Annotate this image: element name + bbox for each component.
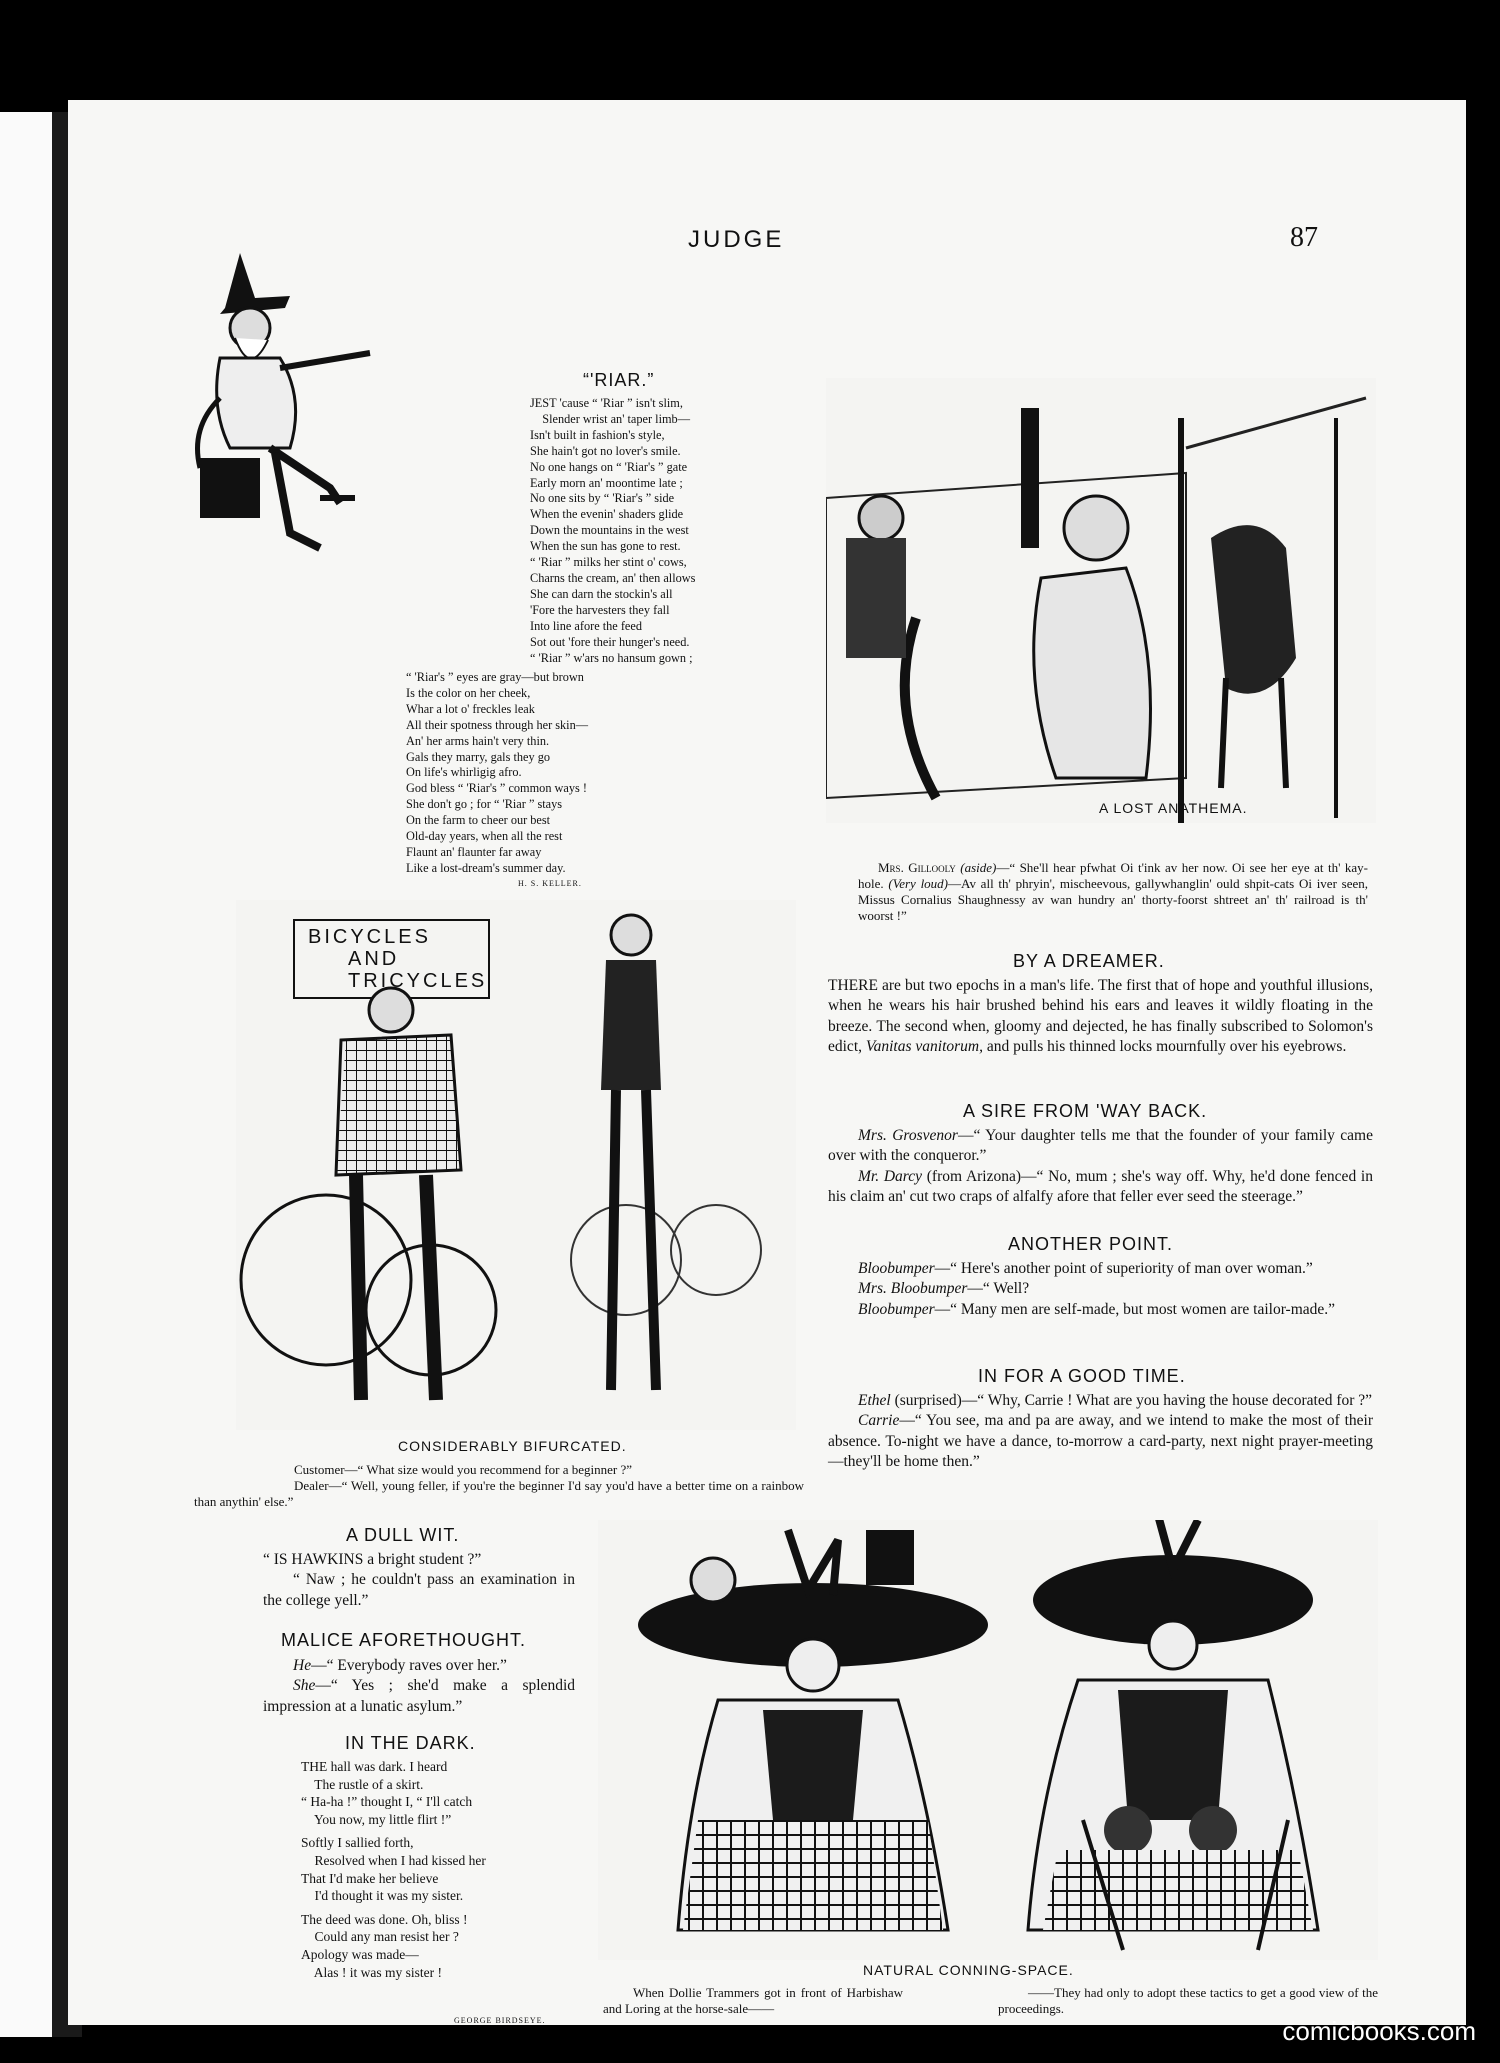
in-the-dark-line: The rustle of a skirt. [301, 1776, 424, 1792]
riar-verse-line: She can darn the stockin's all [530, 586, 673, 601]
riar-verse-line: Down the mountains in the west [530, 523, 689, 538]
speaker-bloobumper-2: Bloobumper [858, 1300, 935, 1318]
customer-line: Customer—“ What size would you recommend for a beginner ?” [294, 1462, 633, 1477]
conning-space-illustration [598, 1520, 1378, 1960]
sign-line-3: TRICYCLES [348, 970, 488, 992]
riar-verse-bottom [406, 670, 588, 877]
good-time-text [828, 1391, 1373, 1472]
riar-verse-line: God bless “ 'Riar's ” common ways ! [406, 781, 587, 796]
in-the-dark-line: Apology was made— [301, 1946, 419, 1962]
speaker-carrie: Carrie [858, 1412, 900, 1430]
another-point-text [828, 1259, 1373, 1320]
another-point-line-1: —“ Here's another point of superiority of man over woman.” [934, 1260, 1313, 1277]
riar-verse-line: On life's whirligig afro. [406, 765, 522, 780]
in-the-dark-line: Could any man resist her ? [301, 1929, 459, 1945]
lost-anathema-title: A LOST ANATHEMA. [1099, 800, 1248, 816]
dreamer-end: and pulls his thinned locks mournfully over his eyebrows. [986, 1037, 1347, 1055]
lost-anathema-caption [858, 860, 1368, 924]
riar-verse-line: Early morn an' moontime late ; [530, 475, 683, 490]
dull-wit-text [263, 1550, 575, 1611]
riar-verse-line: She don't go ; for “ 'Riar ” stays [406, 797, 563, 812]
another-point-title: ANOTHER POINT. [1008, 1234, 1174, 1254]
dreamer-title: BY A DREAMER. [1013, 951, 1165, 971]
riar-verse-line: Into line afore the feed [530, 618, 642, 633]
riar-verse-line: “ 'Riar ” milks her stint o' cows, [530, 555, 687, 570]
riar-verse-line: JEST 'cause “ 'Riar ” isn't slim, [530, 396, 683, 410]
dull-wit-line-2: “ Naw ; he couldn't pass an examination in the college yell.” [263, 1571, 575, 1609]
in-the-dark-author: GEORGE BIRDSEYE. [454, 2016, 546, 2025]
in-the-dark-line: Alas ! it was my sister ! [301, 1964, 442, 1980]
conning-space-title: NATURAL CONNING-SPACE. [863, 1962, 1074, 1978]
another-point-line-2: —“ Well? [967, 1280, 1030, 1298]
in-the-dark-line: Softly I sallied forth, [301, 1835, 414, 1851]
riar-verse-line: All their spotness through her skin— [406, 717, 589, 732]
loud-note: (Very loud) [888, 876, 949, 891]
malice-title: MALICE AFORETHOUGHT. [281, 1630, 527, 1650]
riar-verse-line: Whar a lot o' freckles leak [406, 701, 535, 716]
conning-left-caption: When Dollie Trammers got in front of Harbishaw and Loring at the horse-sale—— [603, 1985, 903, 2016]
riar-verse-line: “ 'Riar ” w'ars no hansum gown ; [530, 650, 693, 665]
dull-wit-line-1: “ IS HAWKINS a bright student ?” [263, 1551, 482, 1568]
riar-author: H. S. KELLER. [518, 879, 582, 888]
riar-verse-line: When the evenin' shaders glide [530, 507, 684, 522]
sire-title: A SIRE FROM 'WAY BACK. [963, 1101, 1208, 1121]
riar-verse-line: No one hangs on “ 'Riar's ” gate [530, 459, 688, 474]
speaker-ethel: Ethel [858, 1392, 891, 1409]
riar-verse-line: 'Fore the harvesters they fall [530, 602, 670, 617]
riar-verse-top [530, 396, 695, 666]
lost-anathema-text-1: —“ She'll hear pfwhat Oi t'ink av her now. Oi see her eye at th' kay-hole. [858, 860, 1368, 891]
riar-verse-line: On the farm to cheer our best [406, 813, 551, 828]
riar-verse-line: Is the color on her cheek, [406, 685, 531, 700]
in-the-dark-line: The deed was done. Oh, bliss ! [301, 1911, 468, 1927]
riar-verse-line: Charns the cream, an' then allows [530, 570, 696, 585]
dull-wit-title: A DULL WIT. [346, 1525, 460, 1545]
speaker-darcy: Mr. Darcy [858, 1167, 923, 1185]
sire-text [828, 1126, 1373, 1207]
in-the-dark-verse [301, 1758, 486, 1981]
speaker-grosvenor: Mrs. Grosvenor [858, 1127, 958, 1144]
good-time-title: IN FOR A GOOD TIME. [978, 1366, 1186, 1386]
magazine-page [68, 100, 1466, 2025]
dreamer-body: THERE are but two epochs in a man's life. The first that of hope and youthful illusions, when he wears his hair brushed behind his ears and leaves it wildly floating in the breeze. The second when, gloomy and dejected, he has finally subscribed to Solomon's edict, [828, 977, 1373, 1055]
riar-verse-line: Isn't built in fashion's style, [530, 427, 665, 442]
old-man-illustration [180, 248, 390, 558]
sign-line-1: BICYCLES [308, 926, 431, 948]
sire-line-1: —“ Your daughter tells me that the founder of your family came over with the conqueror.” [828, 1127, 1373, 1165]
malice-text [263, 1656, 575, 1717]
watermark-text: comicbooks.com [1282, 2016, 1476, 2046]
lost-anathema-text-2: —Av all th' phryin', mischeevous, gallywhanglin' ould shpit-cats Oi iver seen, Missus Cornalius Shaughnessy av wan hundry an' thorty-foorst shtreet an' th' railroad is th' woorst !” [858, 876, 1368, 923]
riar-verse-line: Sot out 'fore their hunger's need. [530, 634, 690, 649]
speaker-mrs-gillooly: Mrs. Gillooly [878, 860, 956, 875]
malice-line-1: —“ Everybody raves over her.” [311, 1657, 507, 1674]
in-the-dark-line: That I'd make her believe [301, 1870, 439, 1886]
lost-anathema-illustration [826, 378, 1376, 823]
in-the-dark-title: IN THE DARK. [345, 1733, 476, 1753]
riar-verse-line: “ 'Riar's ” eyes are gray—but brown [406, 670, 584, 684]
bicycle-shop-illustration [236, 900, 796, 1430]
speaker-she: She [293, 1677, 316, 1695]
bifurcated-title: CONSIDERABLY BIFURCATED. [398, 1438, 627, 1454]
sire-line-2: (from Arizona)—“ No, mum ; she's way off. Why, he'd done fenced in his claim an' cut two craps of alfalfy afore that feller ever seed the steerage.” [828, 1167, 1373, 1205]
riar-title: “'RIAR.” [583, 370, 655, 390]
good-time-line-2: —“ You see, ma and pa are away, and we intend to make the most of their absence. To-night we have a dance, to-morrow a card-party, next night prayer-meeting—they'll be home then.” [828, 1412, 1373, 1470]
dreamer-latin: Vanitas vanitorum, [865, 1037, 983, 1055]
riar-verse-line: When the sun has gone to rest. [530, 539, 681, 554]
riar-verse-line: Slender wrist an' taper limb— [530, 411, 690, 426]
in-the-dark-line: Resolved when I had kissed her [301, 1852, 486, 1868]
conning-right-caption: ——They had only to adopt these tactics to get a good view of the proceedings. [998, 1985, 1378, 2016]
page-header-title: JUDGE [688, 226, 785, 253]
riar-verse-line: Flaunt an' flaunter far away [406, 844, 542, 859]
good-time-line-1: (surprised)—“ Why, Carrie ! What are you having the house decorated for ?” [894, 1392, 1373, 1409]
aside-note: (aside) [960, 860, 997, 875]
riar-verse-line: An' her arms hain't very thin. [406, 733, 550, 748]
riar-verse-line: She hain't got no lover's smile. [530, 443, 681, 458]
riar-verse-line: No one sits by “ 'Riar's ” side [530, 491, 675, 506]
speaker-he: He [293, 1657, 312, 1674]
riar-verse-line: Gals they marry, gals they go [406, 749, 550, 764]
riar-verse-line: Old-day years, when all the rest [406, 829, 563, 844]
bicycles-sign [308, 926, 487, 992]
page-number: 87 [1290, 222, 1318, 253]
riar-verse-line: Like a lost-dream's summer day. [406, 860, 566, 875]
dreamer-text [828, 976, 1373, 1057]
sign-line-2: AND [348, 948, 400, 970]
speaker-bloobumper: Bloobumper [858, 1260, 935, 1277]
in-the-dark-line: I'd thought it was my sister. [301, 1888, 464, 1904]
another-point-line-3: —“ Many men are self-made, but most women are tailor-made.” [934, 1300, 1336, 1318]
in-the-dark-line: THE hall was dark. I heard [301, 1759, 448, 1774]
bifurcated-caption [194, 1462, 804, 1510]
in-the-dark-line: “ Ha-ha !” thought I, “ I'll catch [301, 1794, 473, 1810]
malice-line-2: —“ Yes ; she'd make a splendid impression at a lunatic asylum.” [263, 1677, 575, 1715]
dealer-line: Dealer—“ Well, young feller, if you're the beginner I'd say you'd have a better time on a rainbow than anythin' else.” [194, 1478, 804, 1509]
speaker-mrs-bloobumper: Mrs. Bloobumper [858, 1280, 968, 1298]
in-the-dark-line: You now, my little flirt !” [301, 1811, 452, 1827]
